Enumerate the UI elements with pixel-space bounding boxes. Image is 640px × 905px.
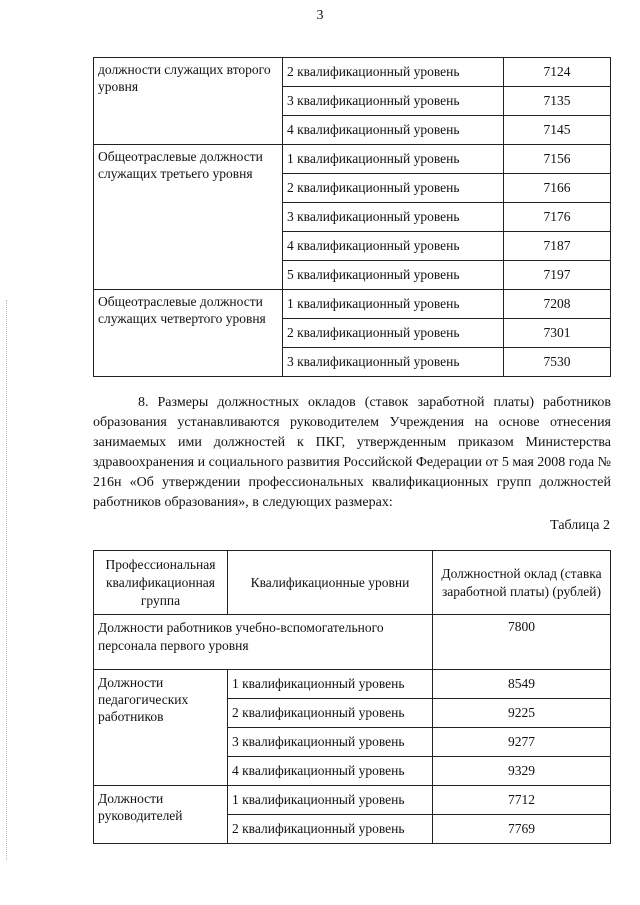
level-cell: 2 квалификационный уровень: [228, 815, 433, 844]
value-cell: 7208: [504, 290, 611, 319]
value-cell: 7156: [504, 145, 611, 174]
table-2-label: Таблица 2: [550, 518, 610, 533]
value-cell: 7166: [504, 174, 611, 203]
group-cell: Должности работников учебно-вспомогательного персонала первого уровня: [94, 615, 433, 670]
value-cell: 7197: [504, 261, 611, 290]
value-cell: 7769: [433, 815, 611, 844]
level-cell: 4 квалификационный уровень: [228, 757, 433, 786]
page-number: 3: [316, 8, 324, 23]
level-cell: 1 квалификационный уровень: [228, 786, 433, 815]
table-row: [94, 786, 611, 815]
margin-line: [6, 300, 8, 860]
paragraph-8: 8. Размеры должностных окладов (ставок заработной платы) работников образования устанавливаются руководителем Учреждения на основе отнесения занимаемых ими должностей к ПКГ, утвержденным приказом Министерства здравоохранения и социального развития Российской Федерации от 5 мая 2008 года № 216н «Об утверждении профессиональных квалификационных групп должностей работников образования», в следующих размерах:: [93, 395, 611, 510]
level-cell: 3 квалификационный уровень: [283, 203, 504, 232]
level-cell: 3 квалификационный уровень: [283, 87, 504, 116]
group-cell: Должности педагогических работников: [94, 670, 228, 786]
value-cell: 7712: [433, 786, 611, 815]
level-cell: 1 квалификационный уровень: [228, 670, 433, 699]
level-cell: 1 квалификационный уровень: [283, 290, 504, 319]
value-cell: 9329: [433, 757, 611, 786]
header-salary: Должностной оклад (ставка заработной платы) (рублей): [433, 551, 611, 615]
level-cell: 3 квалификационный уровень: [283, 348, 504, 377]
value-cell: 7176: [504, 203, 611, 232]
table-row: [94, 58, 611, 87]
level-cell: 2 квалификационный уровень: [283, 174, 504, 203]
table-row: [94, 615, 611, 670]
level-cell: 2 квалификационный уровень: [283, 58, 504, 87]
header-level: Квалификационные уровни: [228, 551, 433, 615]
value-cell: 9225: [433, 699, 611, 728]
group-cell: Должности руководителей: [94, 786, 228, 844]
level-cell: 5 квалификационный уровень: [283, 261, 504, 290]
salary-table-2: [93, 550, 611, 844]
value-cell: 7800: [433, 615, 611, 670]
table-row: [94, 670, 611, 699]
salary-table-1: [93, 57, 611, 377]
level-cell: 4 квалификационный уровень: [283, 232, 504, 261]
level-cell: 3 квалификационный уровень: [228, 728, 433, 757]
header-group: Профессиональная квалификационная группа: [94, 551, 228, 615]
value-cell: 7187: [504, 232, 611, 261]
value-cell: 7145: [504, 116, 611, 145]
level-cell: 2 квалификационный уровень: [283, 319, 504, 348]
value-cell: 7135: [504, 87, 611, 116]
level-cell: 2 квалификационный уровень: [228, 699, 433, 728]
value-cell: 8549: [433, 670, 611, 699]
table-row: [94, 290, 611, 319]
value-cell: 7530: [504, 348, 611, 377]
value-cell: 7301: [504, 319, 611, 348]
level-cell: 4 квалификационный уровень: [283, 116, 504, 145]
group-cell: должности служащих второго уровня: [94, 58, 283, 145]
value-cell: 9277: [433, 728, 611, 757]
level-cell: 1 квалификационный уровень: [283, 145, 504, 174]
group-cell: Общеотраслевые должности служащих четвертого уровня: [94, 290, 283, 377]
value-cell: 7124: [504, 58, 611, 87]
group-cell: Общеотраслевые должности служащих третьего уровня: [94, 145, 283, 290]
table-row: [94, 145, 611, 174]
table-header-row: [94, 551, 611, 615]
